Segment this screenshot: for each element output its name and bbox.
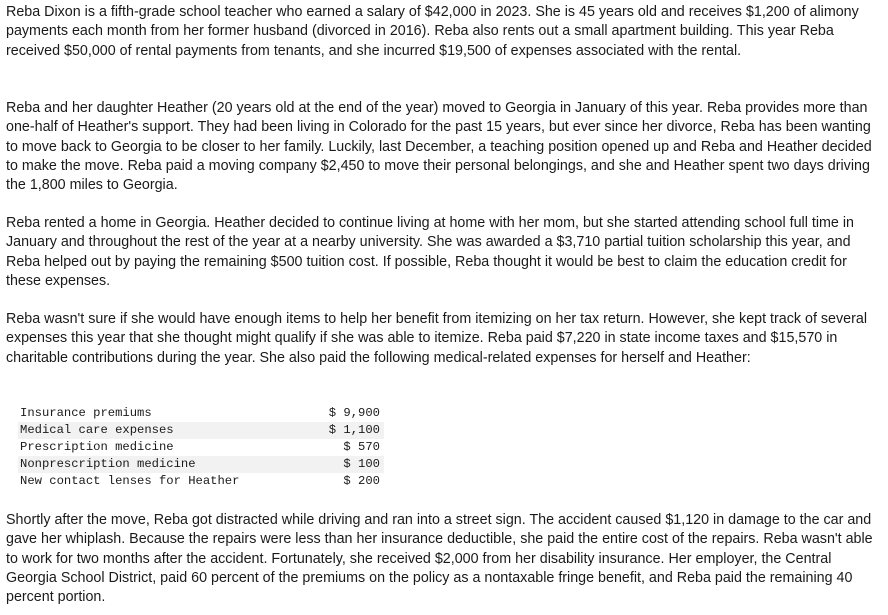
paragraph-itemizing: Reba wasn't sure if she would have enough items to help her benefit from itemizing on her tax return. However, she kept track of several expenses this year that she thought might qualify if she was able to itemize. Reba paid $7,220 in state income taxes and $15,570 in charitable contributions during the year. She also paid the following medical-related expenses for herself and Heather:: [6, 311, 867, 366]
table-row: [18, 439, 384, 456]
paragraph-move: Reba and her daughter Heather (20 years old at the end of the year) moved to Georgia in January of this year. Reba provides more than one-half of Heather's support. They had been living in Colorado for the past 15 years, but ever since her divorce, Reba has been wanting to move back to Georgia to be closer to her family. Luckily, last December, a teaching position opened up and Reba and Heather decided to make the move. Reba paid a moving company $2,450 to move their personal belongings, and she and Heather spent two days driving the 1,800 miles to Georgia.: [6, 100, 872, 194]
expense-label: Prescription medicine: [20, 440, 174, 454]
expense-label: Insurance premiums: [20, 406, 152, 420]
expense-label: Medical care expenses: [18, 422, 316, 439]
table-row: [18, 405, 384, 422]
expense-amount: $ 1,100: [316, 422, 384, 439]
paragraph-accident: Shortly after the move, Reba got distracted while driving and ran into a street sign. The accident caused $1,120 in damage to the car and gave her whiplash. Because the repairs were less than her insurance deductible, she paid the entire cost of the repairs. Reba wasn't able to work for two months after the accident. Fortunately, she received $2,000 from her disability insurance. Her employer, the Central Georgia School District, paid 60 percent of the premiums on the policy as a nontaxable fringe benefit, and Reba paid the remaining 40 percent portion.: [6, 512, 873, 606]
table-row: [18, 473, 384, 490]
table-row: [18, 456, 384, 473]
expense-amount: $ 9,900: [328, 406, 380, 420]
table-row: [18, 422, 384, 439]
expense-amount: $ 200: [343, 474, 380, 488]
expense-amount: $ 570: [343, 440, 380, 454]
paragraph-education: Reba rented a home in Georgia. Heather decided to continue living at home with her mom, but she started attending school full time in January and throughout the rest of the year at a nearby university. She was awarded a $3,710 partial tuition scholarship this year, and Reba helped out by paying the remaining $500 tuition cost. If possible, Reba thought it would be best to claim the education credit for these expenses.: [6, 215, 854, 289]
medical-expenses-table: [18, 405, 384, 490]
paragraph-intro: Reba Dixon is a fifth-grade school teacher who earned a salary of $42,000 in 2023. She is 45 years old and receives $1,200 of alimony payments each month from her former husband (divorced in 2016). Reba also rents out a small apartment building. This year Reba received $50,000 of rental payments from tenants, and she incurred $19,500 of expenses associated with the rental.: [6, 4, 859, 59]
expense-label: Nonprescription medicine: [18, 456, 316, 473]
expense-label: New contact lenses for Heather: [20, 474, 240, 488]
expense-amount: $ 100: [316, 456, 384, 473]
